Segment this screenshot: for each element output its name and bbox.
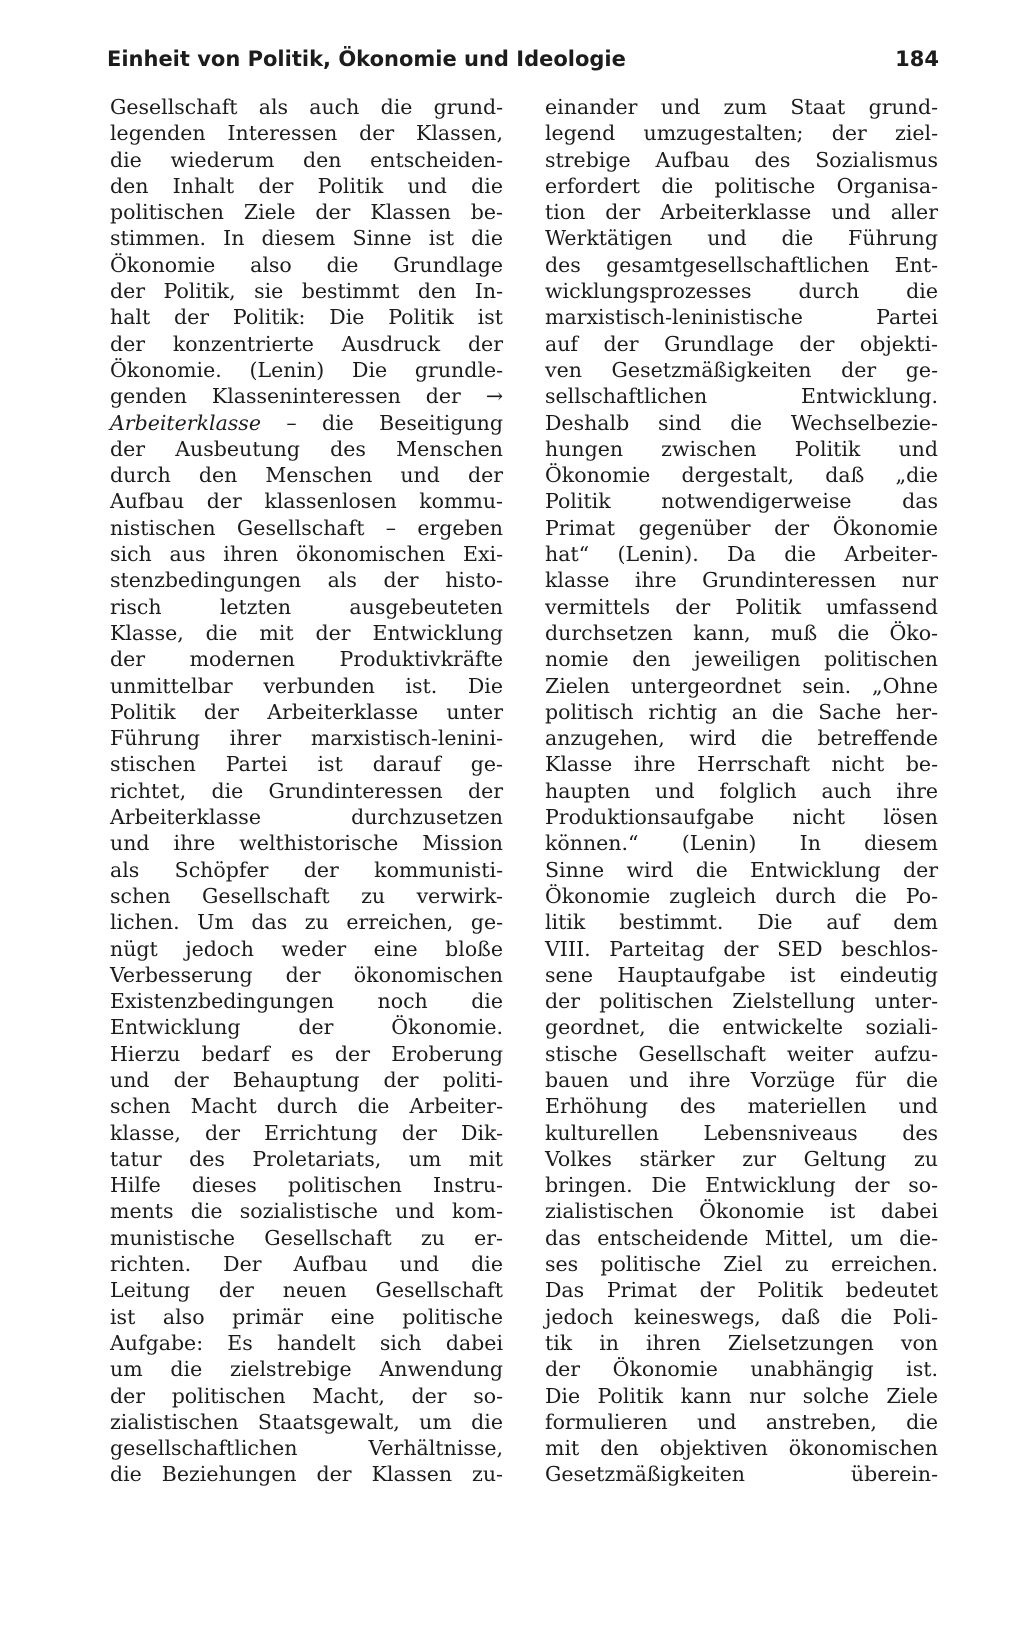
text-line: Ökonomie dergestalt, daß „die <box>545 463 938 488</box>
text-line: genden Klasseninteressen der → <box>110 384 503 409</box>
text-line: sene Hauptaufgabe ist eindeutig <box>545 962 938 987</box>
text-line: die Beziehungen der Klassen zu- <box>110 1462 503 1487</box>
text-line: um die zielstrebige Anwendung <box>110 1357 503 1382</box>
text-line: und ihre welthistorische Mission <box>110 831 503 856</box>
text-line: ven Gesetzmäßigkeiten der ge- <box>545 357 938 382</box>
text-line: stimmen. In diesem Sinne ist die <box>110 226 503 251</box>
text-line: unmittelbar verbunden ist. Die <box>110 673 503 698</box>
text-line: schen Macht durch die Arbeiter- <box>110 1094 503 1119</box>
text-line: Gesellschaft als auch die grund- <box>110 95 503 119</box>
text-line: Ökonomie zugleich durch die Po- <box>545 883 938 908</box>
text-line: der Ökonomie unabhängig ist. <box>545 1357 938 1382</box>
text-line: der modernen Produktivkräfte <box>110 647 503 672</box>
text-line: VIII. Parteitag der SED beschlos- <box>545 936 938 961</box>
text-line: Deshalb sind die Wechselbezie- <box>545 410 938 435</box>
text-line: Leitung der neuen Gesellschaft <box>110 1278 503 1303</box>
text-line: der Politik, sie bestimmt den In- <box>110 279 503 304</box>
text-line: zialistischen Staatsgewalt, um die <box>110 1409 503 1434</box>
text-line: Existenzbedingungen noch die <box>110 989 503 1014</box>
text-line: Ökonomie. (Lenin) Die grundle- <box>110 357 503 382</box>
page-number: 184 <box>895 47 939 71</box>
text-line: risch letzten ausgebeuteten <box>110 594 503 619</box>
text-line: tion der Arbeiterklasse und aller <box>545 200 938 225</box>
text-line: legend umzugestalten; der ziel- <box>545 121 938 146</box>
text-line: Hilfe dieses politischen Instru- <box>110 1173 503 1198</box>
text-line: klasse, der Errichtung der Dik- <box>110 1120 503 1145</box>
text-line: tatur des Proletariats, um mit <box>110 1146 503 1171</box>
text-line: der konzentrierte Ausdruck der <box>110 331 503 356</box>
text-line: gesellschaftlichen Verhältnisse, <box>110 1436 503 1461</box>
running-header <box>107 42 939 76</box>
text-line: zialistischen Ökonomie ist dabei <box>545 1199 938 1224</box>
text-line: stenzbedingungen als der histo- <box>110 568 503 593</box>
text-line: die wiederum den entscheiden- <box>110 147 503 172</box>
text-line: formulieren und anstreben, die <box>545 1409 938 1434</box>
text-line: litik bestimmt. Die auf dem <box>545 910 938 935</box>
text-line: geordnet, die entwickelte soziali- <box>545 1015 938 1040</box>
text-line: durch den Menschen und der <box>110 463 503 488</box>
text-line: Aufgabe: Es handelt sich dabei <box>110 1330 503 1355</box>
text-line: hungen zwischen Politik und <box>545 436 938 461</box>
text-line: und der Behauptung der politi- <box>110 1067 503 1092</box>
text-line: richten. Der Aufbau und die <box>110 1252 503 1277</box>
text-line: Politik notwendigerweise das <box>545 489 938 514</box>
text-line: stische Gesellschaft weiter aufzu- <box>545 1041 938 1066</box>
text-line: politischen Ziele der Klassen be- <box>110 200 503 225</box>
text-line: Sinne wird die Entwicklung der <box>545 857 938 882</box>
text-line: jedoch keineswegs, daß die Poli- <box>545 1304 938 1329</box>
text-line: Erhöhung des materiellen und <box>545 1094 938 1119</box>
text-line: vermittels der Politik umfassend <box>545 594 938 619</box>
text-line: Hierzu bedarf es der Eroberung <box>110 1041 503 1066</box>
text-line: Das Primat der Politik bedeutet <box>545 1278 938 1303</box>
text-line: Die Politik kann nur solche Ziele <box>545 1383 938 1408</box>
text-line: erfordert die politische Organisa- <box>545 173 938 198</box>
text-line: lichen. Um das zu erreichen, ge- <box>110 910 503 935</box>
text-line: Politik der Arbeiterklasse unter <box>110 699 503 724</box>
left-text-column <box>110 94 503 1488</box>
text-line: Aufbau der klassenlosen kommu- <box>110 489 503 514</box>
text-line: können.“ (Lenin) In diesem <box>545 831 938 856</box>
text-line: Gesetzmäßigkeiten überein- <box>545 1462 938 1487</box>
text-line: munistische Gesellschaft zu er- <box>110 1225 503 1250</box>
text-line: anzugehen, wird die betreffende <box>545 726 938 751</box>
text-line: das entscheidende Mittel, um die- <box>545 1225 938 1250</box>
text-line: wicklungsprozesses durch die <box>545 279 938 304</box>
text-line: der politischen Zielstellung unter- <box>545 989 938 1014</box>
text-line: Führung ihrer marxistisch-lenini- <box>110 726 503 751</box>
text-line: ist also primär eine politische <box>110 1304 503 1329</box>
text-line: kulturellen Lebensniveaus des <box>545 1120 938 1145</box>
text-line: auf der Grundlage der objekti- <box>545 331 938 356</box>
text-line: halt der Politik: Die Politik ist <box>110 305 503 330</box>
text-line: Zielen untergeordnet sein. „Ohne <box>545 673 938 698</box>
text-line: Verbesserung der ökonomischen <box>110 962 503 987</box>
text-line: bringen. Die Entwicklung der so- <box>545 1173 938 1198</box>
text-line: stischen Partei ist darauf ge- <box>110 752 503 777</box>
text-line: klasse ihre Grundinteressen nur <box>545 568 938 593</box>
right-text-column <box>545 94 938 1488</box>
text-line: nistischen Gesellschaft – ergeben <box>110 515 503 540</box>
text-line: Produktionsaufgabe nicht lösen <box>545 805 938 830</box>
text-line: haupten und folglich auch ihre <box>545 778 938 803</box>
text-line: Klasse, die mit der Entwicklung <box>110 620 503 645</box>
text-line: tik in ihren Zielsetzungen von <box>545 1330 938 1355</box>
text-line: sellschaftlichen Entwicklung. <box>545 384 938 409</box>
text-line: ments die sozialistische und kom- <box>110 1199 503 1224</box>
text-line: politisch richtig an die Sache her- <box>545 699 938 724</box>
text-line: legenden Interessen der Klassen, <box>110 121 503 146</box>
text-line: schen Gesellschaft zu verwirk- <box>110 883 503 908</box>
text-line: durchsetzen kann, muß die Öko- <box>545 620 938 645</box>
text-line: als Schöpfer der kommunisti- <box>110 857 503 882</box>
text-line: bauen und ihre Vorzüge für die <box>545 1067 938 1092</box>
text-line: der Ausbeutung des Menschen <box>110 436 503 461</box>
text-line: nügt jedoch weder eine bloße <box>110 936 503 961</box>
text-line: Klasse ihre Herrschaft nicht be- <box>545 752 938 777</box>
text-line: den Inhalt der Politik und die <box>110 173 503 198</box>
text-line: Ökonomie also die Grundlage <box>110 252 503 277</box>
text-line: nomie den jeweiligen politischen <box>545 647 938 672</box>
running-title: Einheit von Politik, Ökonomie und Ideologie <box>107 47 626 71</box>
text-line: ses politische Ziel zu erreichen. <box>545 1252 938 1277</box>
text-line: des gesamtgesellschaftlichen Ent- <box>545 252 938 277</box>
text-line: hat“ (Lenin). Da die Arbeiter- <box>545 542 938 567</box>
text-line: Werktätigen und die Führung <box>545 226 938 251</box>
text-line: sich aus ihren ökonomischen Exi- <box>110 542 503 567</box>
text-line: strebige Aufbau des Sozialismus <box>545 147 938 172</box>
text-line: richtet, die Grundinteressen der <box>110 778 503 803</box>
text-line: mit den objektiven ökonomischen <box>545 1436 938 1461</box>
text-line: marxistisch-leninistische Partei <box>545 305 938 330</box>
text-line: Arbeiterklasse durchzusetzen <box>110 805 503 830</box>
text-line: Primat gegenüber der Ökonomie <box>545 515 938 540</box>
text-line: Volkes stärker zur Geltung zu <box>545 1146 938 1171</box>
text-line: Arbeiterklasse – die Beseitigung <box>110 410 503 435</box>
text-line: einander und zum Staat grund- <box>545 95 938 119</box>
text-line: Entwicklung der Ökonomie. <box>110 1015 503 1040</box>
cross-reference-term: Arbeiterklasse <box>110 410 261 435</box>
text-line: der politischen Macht, der so- <box>110 1383 503 1408</box>
